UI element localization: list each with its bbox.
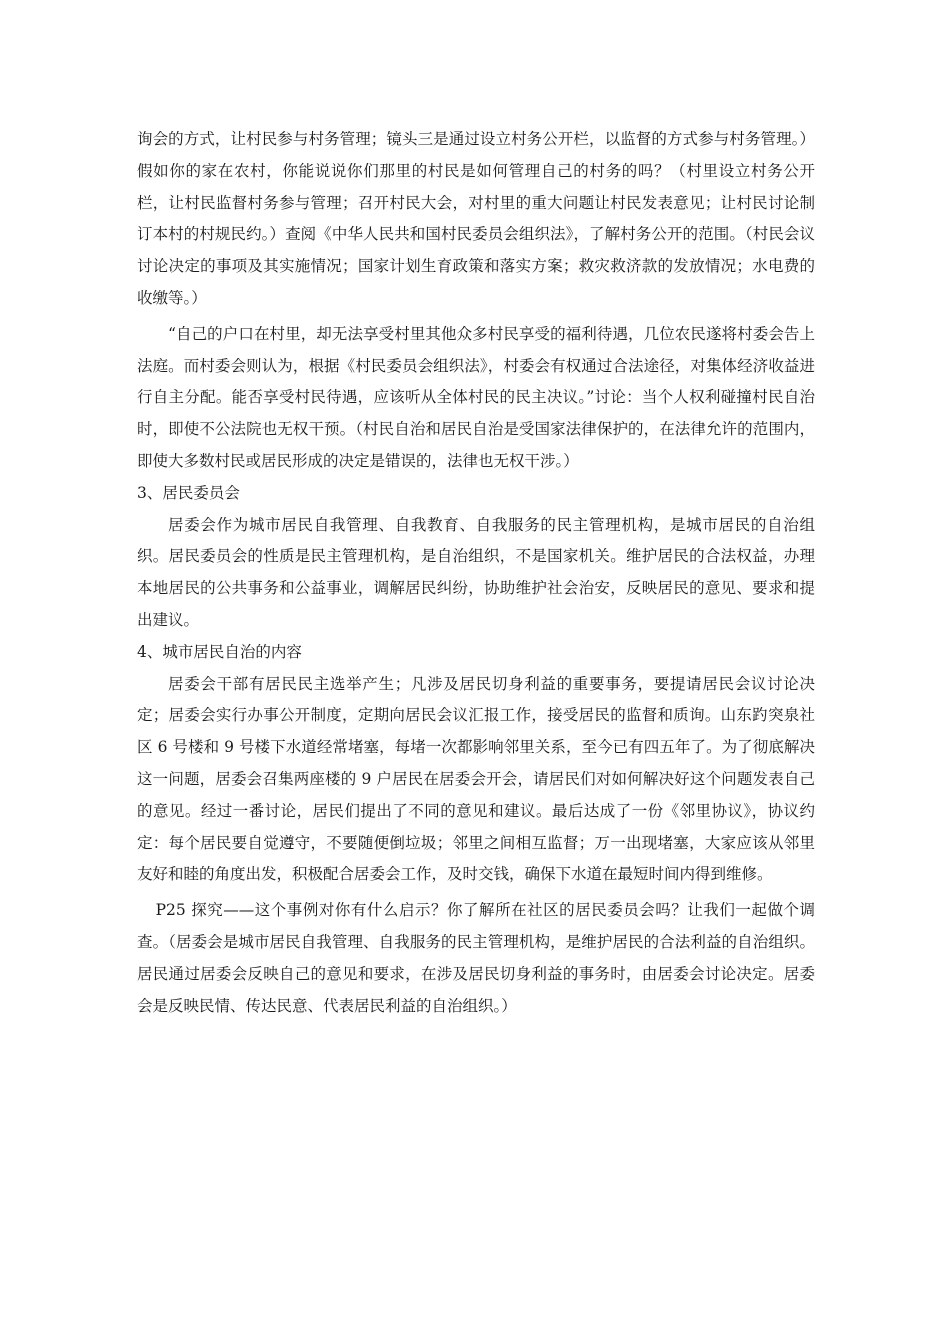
- paragraph-court-case: “自己的户口在村里，却无法享受村里其他众多村民享受的福利待遇，几位农民遂将村委会告上法庭。而村委会则认为，根据《村民委员会组织法》，村委会有权通过合法途径，对集体经济收益进行自主分配。能否享受村民待遇，应该听从全体村民的民主决议。”讨论：当个人权利碰撞村民自治时，即使不公法院也无权干预。（村民自治和居民自治是受国家法律保护的，在法律允许的范围内，即使大多数村民或居民形成的决定是错误的，法律也无权干涉。）: [137, 324, 815, 470]
- section-3-heading: 3、居民委员会: [137, 483, 240, 502]
- section-3-text: 居委会作为城市居民自我管理、自我教育、自我服务的民主管理机构，是城市居民的自治组织。居民委员会的性质是民主管理机构，是自治组织，不是国家机关。维护居民的合法权益，办理本地居民的公共事务和公益事业，调解居民纠纷，协助维护社会治安，反映居民的意见、要求和提出建议。: [137, 515, 815, 629]
- document-body: [137, 124, 815, 1022]
- section-4-heading: 4、城市居民自治的内容: [137, 642, 302, 661]
- section-4-text: 居委会干部有居民民主选举产生；凡涉及居民切身利益的重要事务，要提请居民会议讨论决定；居委会实行办事公开制度，定期向居民会议汇报工作，接受居民的监督和质询。山东趵突泉社区 6 号楼和 9 号楼下水道经常堵塞，每堵一次都影响邻里关系，至今已有四五年了。为了彻底解决这一问题，居委会召集两座楼的 9 户居民在居委会开会，请居民们对如何解决好这个问题发表自己的意见。经过一番讨论，居民们提出了不同的意见和建议。最后达成了一份《邻里协议》，协议约定：每个居民要自觉遵守，不要随便倒垃圾；邻里之间相互监督；万一出现堵塞，大家应该从邻里友好和睦的角度出发，积极配合居委会工作，及时交钱，确保下水道在最短时间内得到维修。: [137, 674, 815, 884]
- paragraph-village-affairs: 询会的方式，让村民参与村务管理；镜头三是通过设立村务公开栏，以监督的方式参与村务管理。）假如你的家在农村，你能说说你们那里的村民是如何管理自己的村务的吗？（村里设立村务公开栏，让村民监督村务参与管理；召开村民大会，对村里的重大问题让村民发表意见；让村民讨论制订本村的村规民约。）查阅《中华人民共和国村民委员会组织法》，了解村务公开的范围。（村民会议讨论决定的事项及其实施情况；国家计划生育政策和落实方案；救灾救济款的发放情况；水电费的收缴等。）: [137, 130, 815, 307]
- explore-paragraph: P25 探究——这个事例对你有什么启示？你了解所在社区的居民委员会吗？让我们一起做个调查。（居委会是城市居民自我管理、自我服务的民主管理机构，是维护居民的合法利益的自治组织。居民通过居委会反映自己的意见和要求，在涉及居民切身利益的事务时，由居委会讨论决定。居委会是反映民情、传达民意、代表居民利益的自治组织。）: [137, 901, 815, 1015]
